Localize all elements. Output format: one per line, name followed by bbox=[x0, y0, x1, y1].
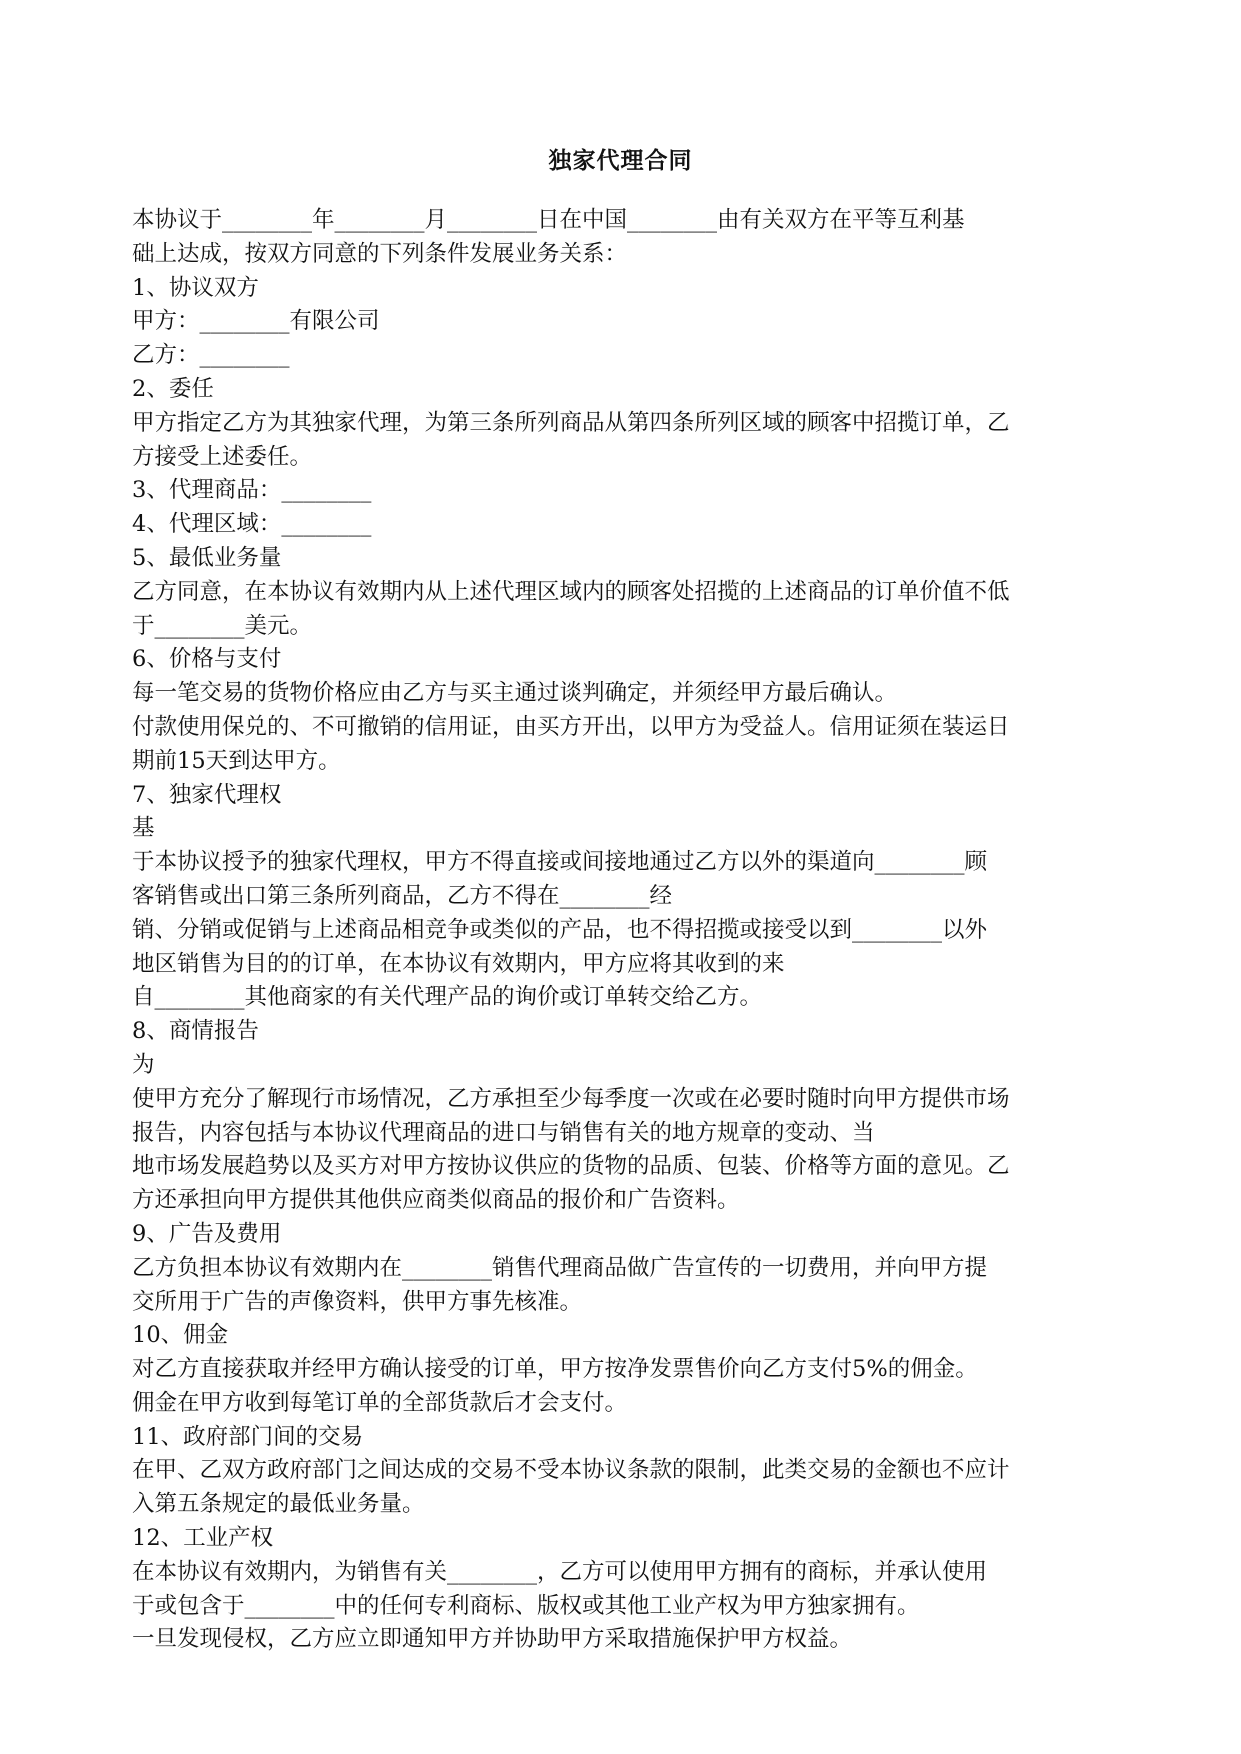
document-line: 在本协议有效期内，为销售有关________，乙方可以使用甲方拥有的商标，并承认使用 bbox=[132, 1558, 988, 1585]
document-line: 每一笔交易的货物价格应由乙方与买主通过谈判确定，并须经甲方最后确认。 bbox=[132, 680, 898, 707]
document-title: 独家代理合同 bbox=[548, 147, 693, 174]
document-line: 9、广告及费用 bbox=[132, 1220, 282, 1247]
document-line: 5、最低业务量 bbox=[132, 544, 282, 571]
document-line: 销、分销或促销与上述商品相竞争或类似的产品，也不得招揽或接受以到________以外 bbox=[132, 916, 988, 943]
document-line: 地区销售为目的的订单，在本协议有效期内，甲方应将其收到的来 bbox=[132, 950, 785, 977]
document-line: 于________美元。 bbox=[132, 612, 313, 639]
document-line: 3、代理商品：________ bbox=[132, 477, 372, 504]
document-line: 于本协议授予的独家代理权，甲方不得直接或间接地通过乙方以外的渠道向________顾 bbox=[132, 849, 988, 876]
document-line: 方还承担向甲方提供其他供应商类似商品的报价和广告资料。 bbox=[132, 1187, 740, 1214]
document-line: 8、商情报告 bbox=[132, 1018, 259, 1045]
document-line: 报告，内容包括与本协议代理商品的进口与销售有关的地方规章的变动、当 bbox=[132, 1119, 875, 1146]
document-line: 方接受上述委任。 bbox=[132, 443, 313, 470]
document-line: 基 bbox=[132, 815, 155, 842]
document-line: 4、代理区域：________ bbox=[132, 511, 372, 538]
document-line: 乙方：________ bbox=[132, 342, 290, 369]
document-line: 使甲方充分了解现行市场情况，乙方承担至少每季度一次或在必要时随时向甲方提供市场 bbox=[132, 1085, 1010, 1112]
document-line: 础上达成，按双方同意的下列条件发展业务关系： bbox=[132, 240, 628, 267]
document-line: 期前15天到达甲方。 bbox=[132, 747, 341, 774]
document-line: 地市场发展趋势以及买方对甲方按协议供应的货物的品质、包装、价格等方面的意见。乙 bbox=[132, 1153, 1010, 1180]
document-body bbox=[132, 204, 1107, 1657]
document-line: 10、佣金 bbox=[132, 1322, 229, 1349]
document-line: 交所用于广告的声像资料，供甲方事先核准。 bbox=[132, 1288, 583, 1315]
document-line: 12、工业产权 bbox=[132, 1525, 274, 1552]
document-line: 客销售或出口第三条所列商品，乙方不得在________经 bbox=[132, 882, 673, 909]
document-line: 自________其他商家的有关代理产品的询价或订单转交给乙方。 bbox=[132, 984, 763, 1011]
document-line: 11、政府部门间的交易 bbox=[132, 1423, 364, 1450]
document-line: 乙方负担本协议有效期内在________销售代理商品做广告宣传的一切费用，并向甲方提 bbox=[132, 1254, 988, 1281]
document-line: 甲方：________有限公司 bbox=[132, 308, 380, 335]
document-line: 在甲、乙双方政府部门之间达成的交易不受本协议条款的限制，此类交易的金额也不应计 bbox=[132, 1457, 1010, 1484]
document-line: 付款使用保兑的、不可撤销的信用证，由买方开出，以甲方为受益人。信用证须在装运日 bbox=[132, 713, 1010, 740]
document-line: 1、协议双方 bbox=[132, 274, 259, 301]
document-line: 7、独家代理权 bbox=[132, 781, 282, 808]
document-line: 于或包含于________中的任何专利商标、版权或其他工业产权为甲方独家拥有。 bbox=[132, 1592, 920, 1619]
document-line: 6、价格与支付 bbox=[132, 646, 282, 673]
document-line: 一旦发现侵权，乙方应立即通知甲方并协助甲方采取措施保护甲方权益。 bbox=[132, 1626, 853, 1653]
document-line: 佣金在甲方收到每笔订单的全部货款后才会支付。 bbox=[132, 1389, 628, 1416]
document-line: 入第五条规定的最低业务量。 bbox=[132, 1491, 425, 1518]
document-line: 甲方指定乙方为其独家代理，为第三条所列商品从第四条所列区域的顾客中招揽订单，乙 bbox=[132, 409, 1010, 436]
document-line: 本协议于________年________月________日在中国________由有关双方在平等互利基 bbox=[132, 207, 965, 233]
document-line: 2、委任 bbox=[132, 375, 214, 402]
document-line: 为 bbox=[132, 1051, 155, 1078]
document-line: 对乙方直接获取并经甲方确认接受的订单，甲方按净发票售价向乙方支付5%的佣金。 bbox=[132, 1356, 978, 1383]
document-line: 乙方同意，在本协议有效期内从上述代理区域内的顾客处招揽的上述商品的订单价值不低 bbox=[132, 578, 1010, 605]
